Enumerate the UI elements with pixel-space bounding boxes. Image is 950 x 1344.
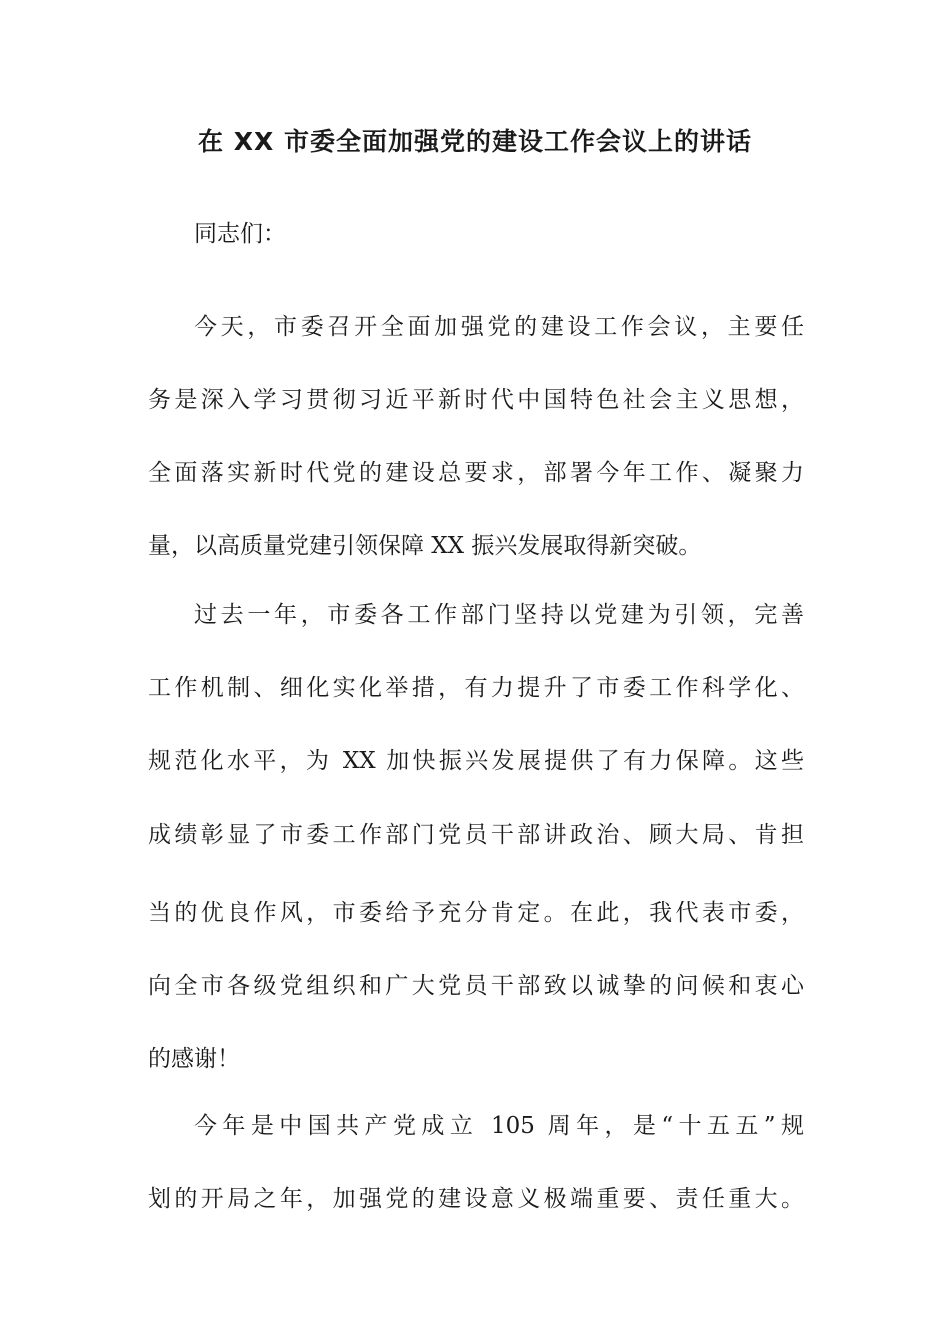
paragraph-1-line-4: 量，以高质量党建引领保障 XX 振兴发展取得新突破。: [148, 533, 702, 559]
salutation-line: 同志们：: [194, 221, 286, 247]
paragraph-2-line-3: 规范化水平，为 XX 加快振兴发展提供了有力保障。这些: [148, 748, 804, 774]
paragraph-2-line-6: 向全市各级党组织和广大党员干部致以诚挚的问候和衷心: [148, 973, 804, 999]
paragraph-1-line-2: 务是深入学习贯彻习近平新时代中国特色社会主义思想，: [148, 387, 804, 413]
paragraph-2-line-5: 当的优良作风，市委给予充分肯定。在此，我代表市委，: [148, 900, 804, 926]
paragraph-2-line-7: 的感谢！: [148, 1046, 240, 1072]
paragraph-1-line-3: 全面落实新时代党的建设总要求，部署今年工作、凝聚力: [148, 460, 804, 486]
paragraph-3-line-1: 今年是中国共产党成立 105 周年，是“十五五”规: [194, 1113, 804, 1139]
paragraph-2-line-4: 成绩彰显了市委工作部门党员干部讲政治、顾大局、肯担: [148, 822, 804, 848]
paragraph-2-line-2: 工作机制、细化实化举措，有力提升了市委工作科学化、: [148, 675, 804, 701]
paragraph-1-line-1: 今天，市委召开全面加强党的建设工作会议，主要任: [194, 314, 804, 340]
paragraph-3-line-2: 划的开局之年，加强党的建设意义极端重要、责任重大。: [148, 1186, 804, 1212]
paragraph-2-line-1: 过去一年，市委各工作部门坚持以党建为引领，完善: [194, 602, 804, 628]
document-title: 在 XX 市委全面加强党的建设工作会议上的讲话: [198, 127, 752, 156]
